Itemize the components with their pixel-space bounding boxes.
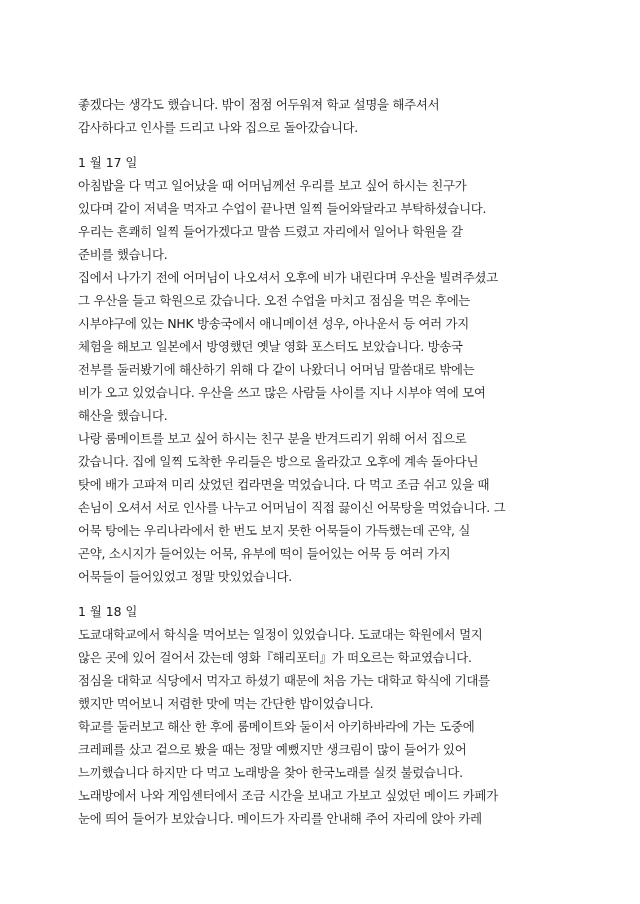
- paragraph-block-3: [78, 623, 568, 830]
- paragraph-block-2: [78, 174, 568, 588]
- text-line: 전부를 둘러봤기에 해산하기 위해 다 같이 나왔더니 어머님 말씀대로 밖에는: [78, 362, 475, 377]
- date-heading-jan-18: 1 월 18 일: [78, 604, 138, 619]
- text-line: 했지만 먹어보니 저렴한 맛에 먹는 간단한 밥이었습니다.: [78, 696, 374, 711]
- text-line: 시부야구에 있는 NHK 방송국에서 애니메이션 성우, 아나운서 등 여러 가지: [78, 316, 469, 331]
- date-heading-jan-17: 1 월 17 일: [78, 155, 138, 170]
- text-line: 아침밥을 다 먹고 일어났을 때 어머님께선 우리를 보고 싶어 하시는 친구가: [78, 178, 467, 193]
- text-line: 노래방에서 나와 게임센터에서 조금 시간을 보내고 가보고 싶었던 메이드 카페가: [78, 788, 498, 803]
- paragraph-block-1: [78, 93, 568, 139]
- text-line: 않은 곳에 있어 걸어서 갔는데 영화『해리포터』가 떠오르는 학교였습니다.: [78, 650, 472, 665]
- text-line: 어묵 탕에는 우리나라에서 한 번도 보지 못한 어묵들이 가득했는데 곤약, 실: [78, 523, 471, 538]
- text-line: 있다며 같이 저녁을 먹자고 수업이 끝나면 일찍 들어와달라고 부탁하셨습니다.: [78, 201, 487, 216]
- text-line: 체험을 해보고 일본에서 방영했던 옛날 영화 포스터도 보았습니다. 방송국: [78, 339, 463, 354]
- paragraph-gap: [78, 139, 568, 151]
- text-line: 준비를 했습니다.: [78, 247, 168, 262]
- text-line: 비가 오고 있었습니다. 우산을 쓰고 많은 사람들 사이를 지나 시부야 역에 모여: [78, 385, 486, 400]
- text-line: 학교를 둘러보고 해산 한 후에 룸메이트와 둘이서 아키하바라에 가는 도중에: [78, 719, 475, 734]
- paragraph-gap: [78, 588, 568, 600]
- text-line: 눈에 띄어 들어가 보았습니다. 메이드가 자리를 안내해 주어 자리에 앉아 카레: [78, 811, 482, 826]
- text-line: 손님이 오셔서 서로 인사를 나누고 어머님이 직접 끓이신 어묵탕을 먹었습니다. 그: [78, 500, 506, 515]
- text-line: 우리는 흔쾌히 일찍 들어가겠다고 말씀 드렸고 자리에서 일어나 학원을 갈: [78, 224, 463, 239]
- text-line: 해산을 했습니다.: [78, 408, 168, 423]
- text-line: 나랑 룸메이트를 보고 싶어 하시는 친구 분을 반겨드리기 위해 어서 집으로: [78, 431, 467, 446]
- text-line: 감사하다고 인사를 드리고 나와 집으로 돌아갔습니다.: [78, 120, 358, 135]
- text-line: 느끼했습니다 하지만 다 먹고 노래방을 찾아 한국노래를 실컷 불렀습니다.: [78, 765, 463, 780]
- text-line: 그 우산을 들고 학원으로 갔습니다. 오전 수업을 마치고 점심을 먹은 후에는: [78, 293, 471, 308]
- text-line: 점심을 대학교 식당에서 먹자고 하셨기 때문에 처음 가는 대학교 학식에 기대를: [78, 673, 490, 688]
- text-line: 탓에 배가 고파져 미리 샀었던 컵라면을 먹었습니다. 다 먹고 조금 쉬고 있을 때: [78, 477, 490, 492]
- text-line: 어묵들이 들어있었고 정말 맛있었습니다.: [78, 569, 292, 584]
- text-line: 크레페를 샀고 겉으로 봤을 때는 정말 예뻤지만 생크림이 많이 들어가 있어: [78, 742, 467, 757]
- text-line: 도쿄대학교에서 학식을 먹어보는 일정이 있었습니다. 도쿄대는 학원에서 멀지: [78, 627, 483, 642]
- text-line: 갔습니다. 집에 일찍 도착한 우리들은 방으로 올라갔고 오후에 계속 돌아다닌: [78, 454, 479, 469]
- text-line: 좋겠다는 생각도 했습니다. 밖이 점점 어두워져 학교 설명을 해주셔서: [78, 97, 440, 112]
- document-body: [78, 93, 568, 830]
- text-line: 곤약, 소시지가 들어있는 어묵, 유부에 떡이 들어있는 어묵 등 여러 가지: [78, 546, 451, 561]
- text-line: 집에서 나가기 전에 어머님이 나오셔서 오후에 비가 내린다며 우산을 빌려주셨고: [78, 270, 498, 285]
